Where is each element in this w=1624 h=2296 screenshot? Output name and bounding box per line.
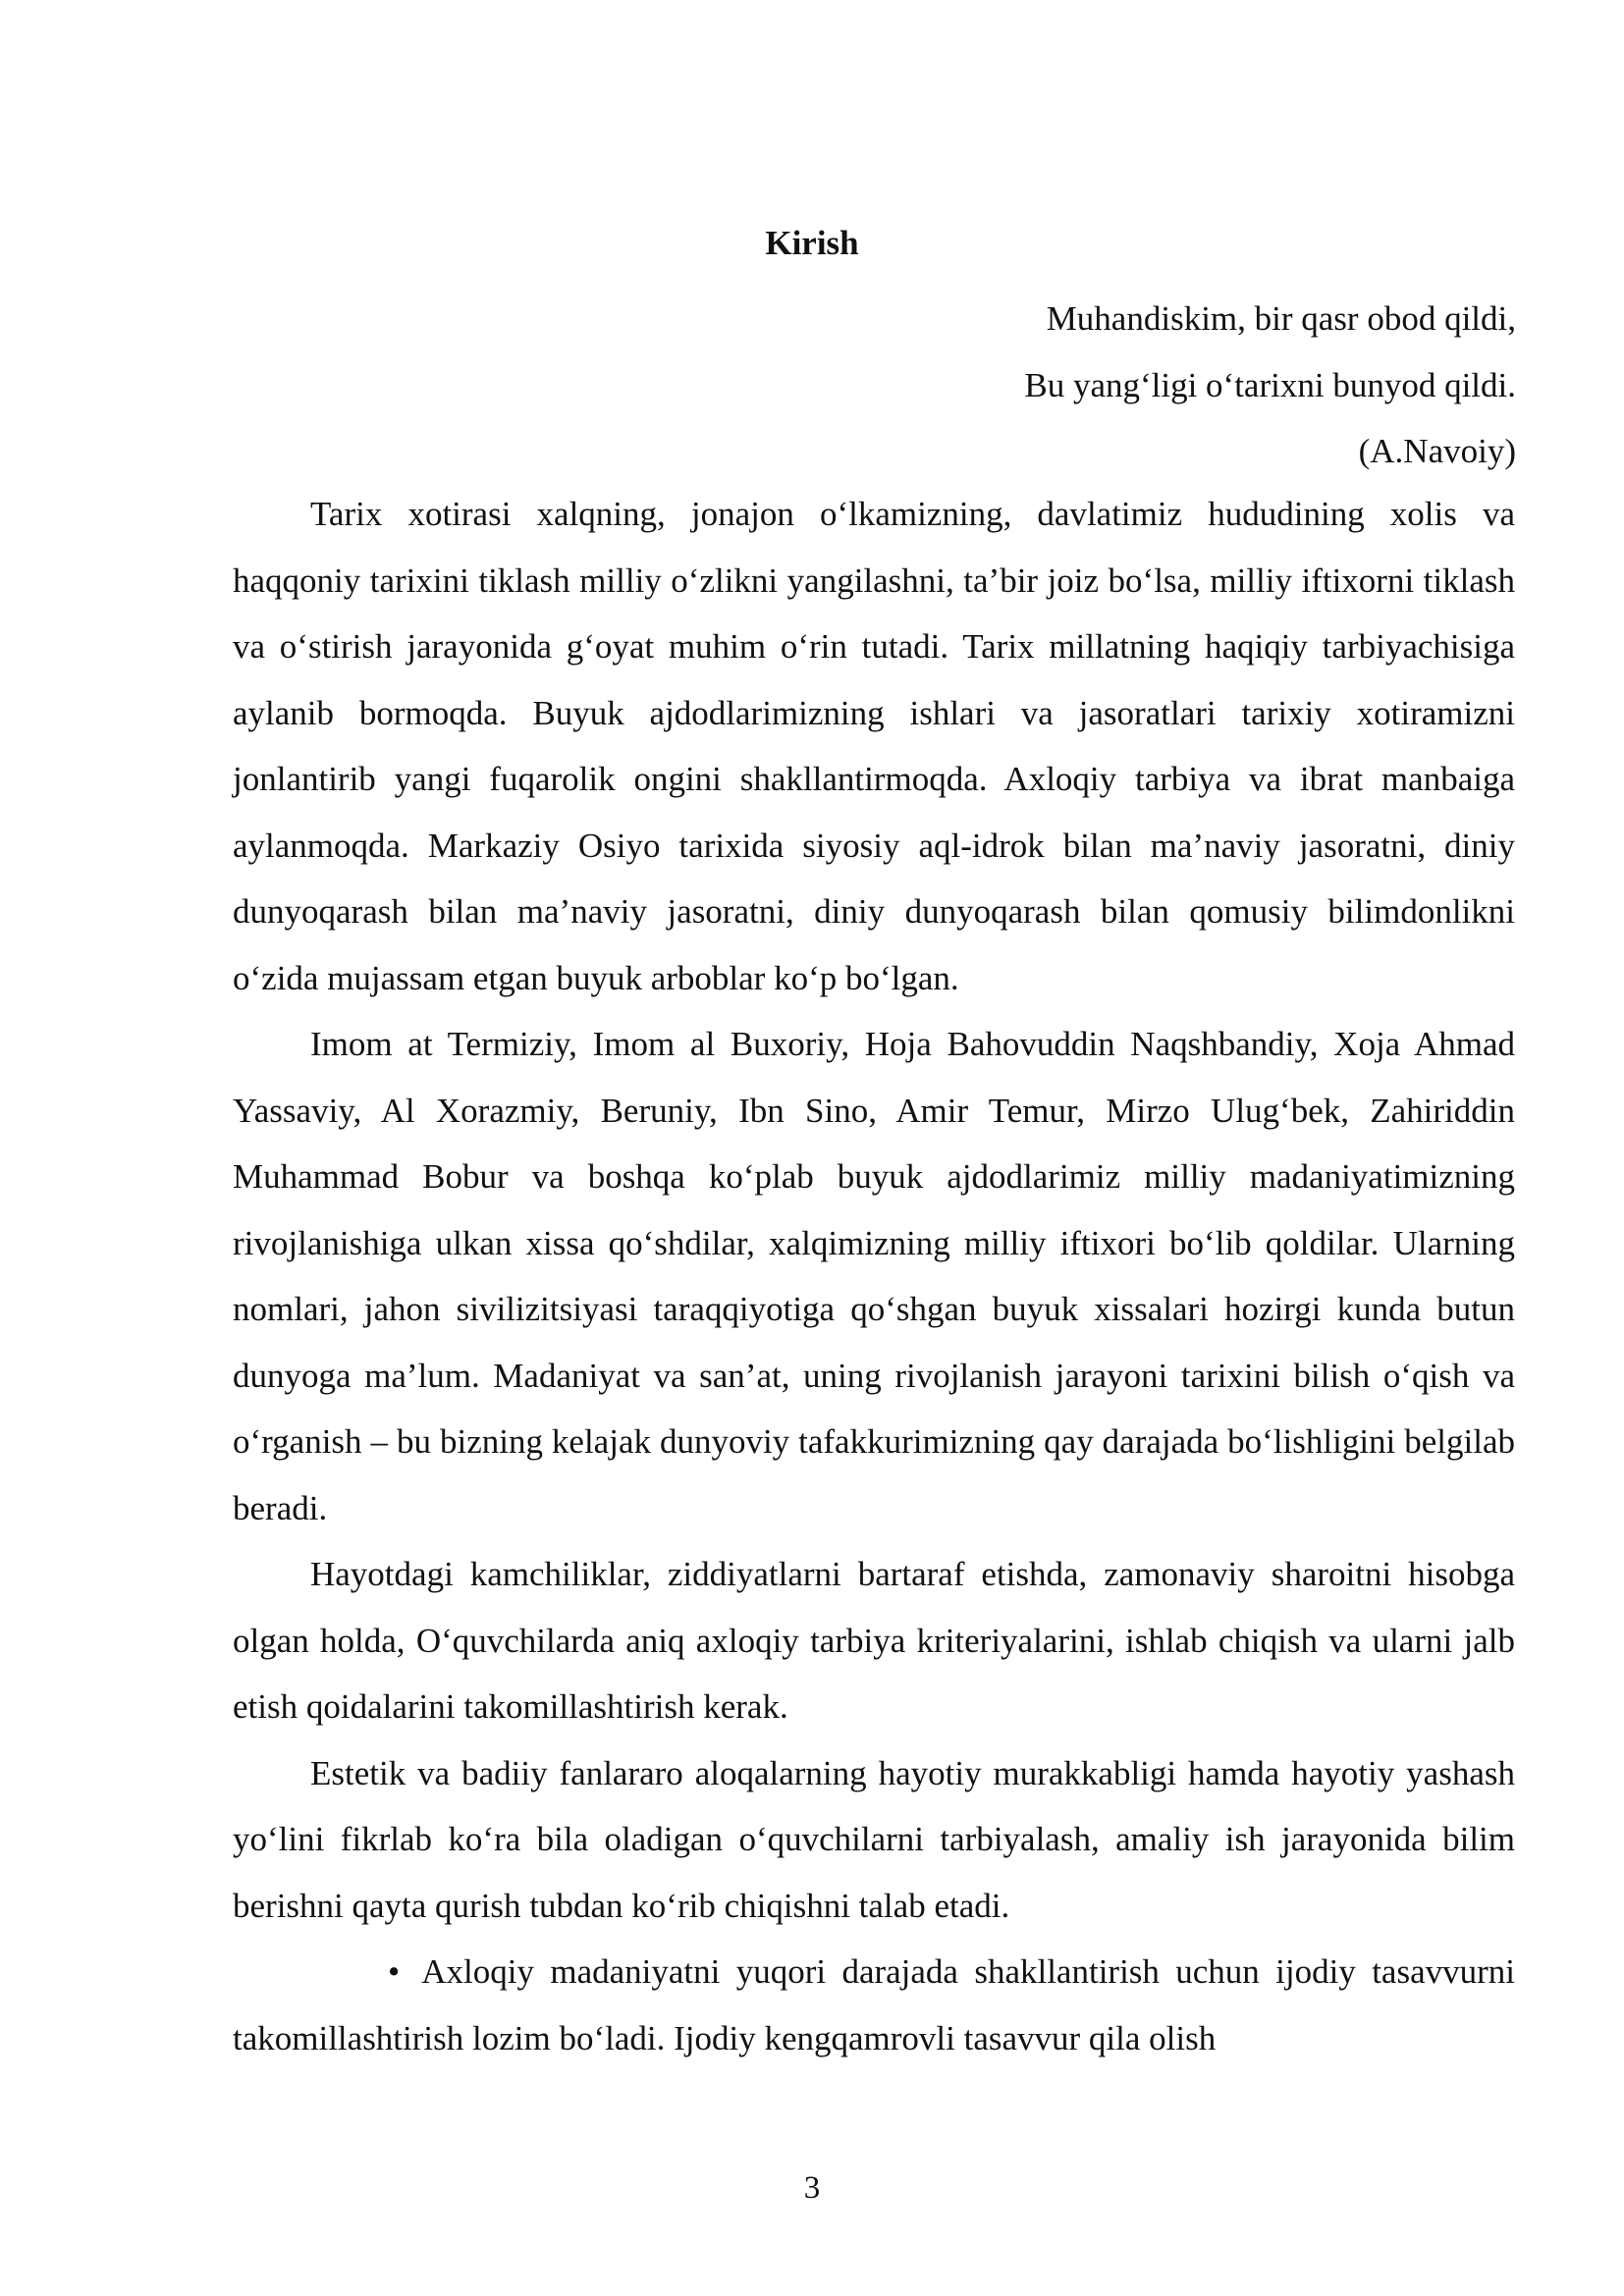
bullet-paragraph <box>233 1939 1515 2071</box>
bullet-icon: • <box>388 1952 401 1991</box>
bullet-text: Axloqiy madaniyatni yuqori darajada shakllantirish uchun ijodiy tasavvurni takomillashtirish lozim bo‘ladi. Ijodiy kengqamrovli tasavvur qila olish <box>233 1952 1515 2057</box>
paragraph: Tarix xotirasi xalqning, jonajon o‘lkamizning, davlatimiz hududining xolis va haqqoniy tarixini tiklash milliy o‘zlikni yangilashni, ta’bir joiz bo‘lsa, milliy iftixorni tiklash va o‘stirish jarayonida g‘oyat muhim o‘rin tutadi. Tarix millatning haqiqiy tarbiyachisiga aylanib bormoqda. Buyuk ajdodlarimizning ishlari va jasoratlari tarixiy xotiramizni jonlantirib yangi fuqarolik ongini shakllantirmoqda. Axloqiy tarbiya va ibrat manbaiga aylanmoqda. Markaziy Osiyo tarixida siyosiy aql-idrok bilan ma’naviy jasoratni, diniy dunyoqarash bilan ma’naviy jasoratni, diniy dunyoqarash bilan qomusiy bilimdonlikni o‘zida mujassam etgan buyuk arboblar ko‘p bo‘lgan. <box>233 495 1515 997</box>
paragraph: Hayotdagi kamchiliklar, ziddiyatlarni bartaraf etishda, zamonaviy sharoitni hisobga olgan holda, O‘quvchilarda aniq axloqiy tarbiya kriteriyalarini, ishlab chiqish va ularni jalb etish qoidalarini takomillashtirish kerak. <box>233 1555 1515 1726</box>
epigraph-line: Muhandiskim, bir qasr obod qildi, <box>1046 299 1516 338</box>
section-title: Kirish <box>765 224 859 262</box>
paragraph: Estetik va badiiy fanlararo aloqalarning hayotiy murakkabligi hamda hayotiy yashash yo‘lini fikrlab ko‘ra bila oladigan o‘quvchilarni tarbiyalash, amaliy ish jarayonida bilim berishni qayta qurish tubdan ko‘rib chiqishni talab etadi. <box>233 1753 1515 1925</box>
body-text <box>233 481 1515 2071</box>
epigraph-line: Bu yang‘ligi o‘tarixni bunyod qildi. <box>1024 365 1516 404</box>
page-number: 3 <box>803 2170 821 2206</box>
paragraph: Imom at Termiziy, Imom al Buxoriy, Hoja Bahovuddin Naqshbandiy, Xoja Ahmad Yassaviy, Al Xorazmiy, Beruniy, Ibn Sino, Amir Temur, Mirzo Ulug‘bek, Zahiriddin Muhammad Bobur va boshqa ko‘plab buyuk ajdodlarimiz milliy madaniyatimizning rivojlanishiga ulkan xissa qo‘shdilar, xalqimizning milliy iftixori bo‘lib qoldilar. Ularning nomlari, jahon sivilizitsiyasi taraqqiyotiga qo‘shgan buyuk xissalari hozirgi kunda butun dunyoga ma’lum. Madaniyat va san’at, uning rivojlanish jarayoni tarixini bilish o‘qish va o‘rganish – bu bizning kelajak dunyoviy tafakkurimizning qay darajada bo‘lishligini belgilab beradi. <box>233 1025 1515 1527</box>
epigraph <box>1024 286 1516 485</box>
epigraph-author: (A.Navoiy) <box>1358 432 1516 470</box>
